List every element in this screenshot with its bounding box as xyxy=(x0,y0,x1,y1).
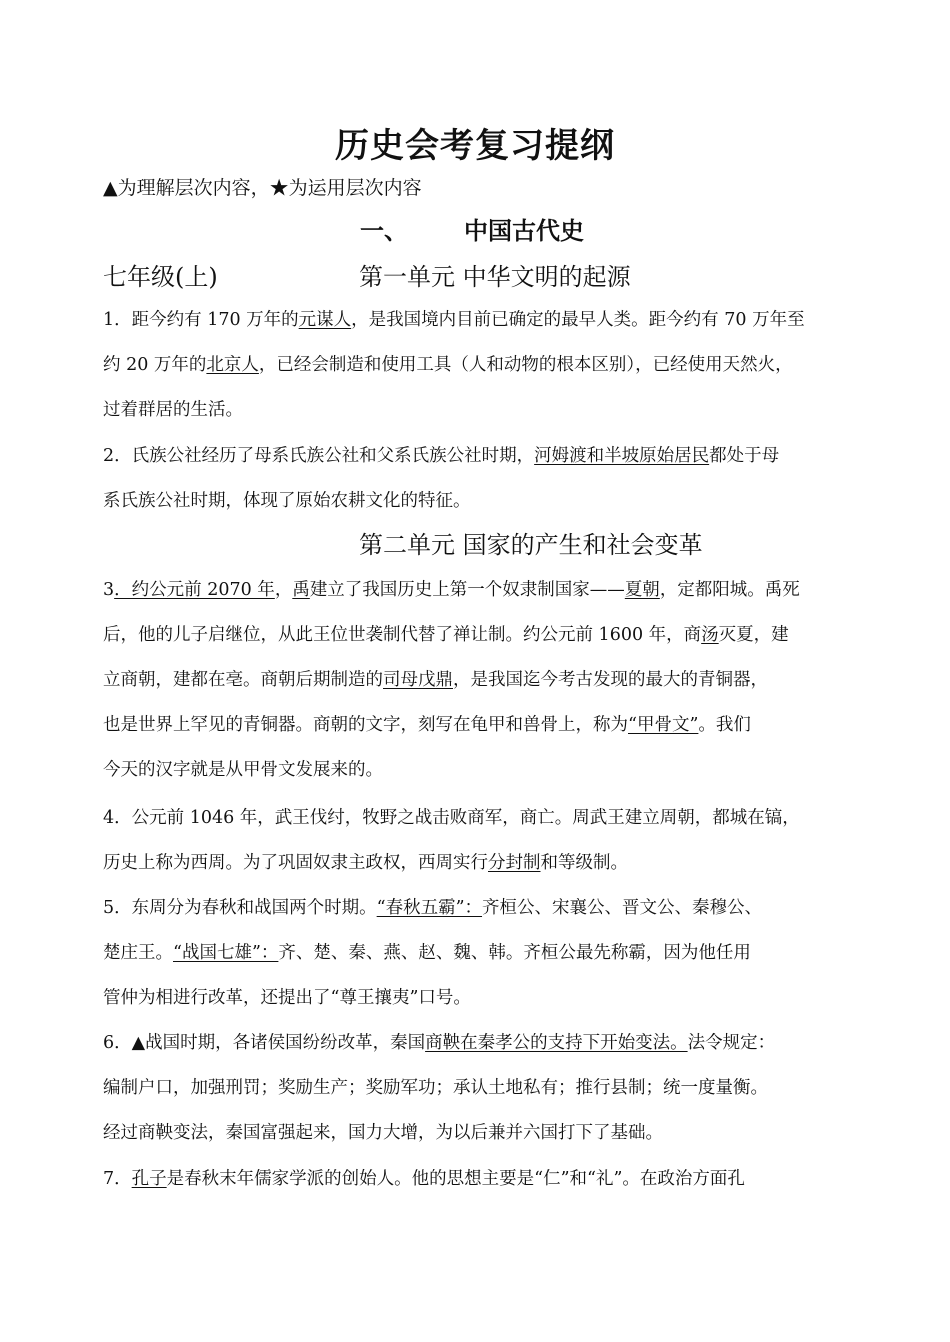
text: 法令规定： xyxy=(687,1033,776,1053)
text: ， xyxy=(274,580,293,600)
text: 历史上称为西周。为了巩固奴隶主政权，西周实行 xyxy=(103,853,488,873)
text: ，定都阳城。禹死 xyxy=(659,580,800,600)
text: 6．▲战国时期，各诸侯国纷纷改革，秦国 xyxy=(103,1033,426,1053)
text: 1．距今约有 170 万年的 xyxy=(103,310,299,330)
text: 都处于母 xyxy=(709,446,780,466)
text: 。我们 xyxy=(698,715,751,735)
page-title: 历史会考复习提纲 xyxy=(335,126,615,166)
underlined-term: 禹 xyxy=(292,580,310,600)
underlined-term: “甲骨文” xyxy=(628,715,699,735)
underlined-term: 孔子 xyxy=(131,1169,167,1189)
text: 约 20 万年的 xyxy=(103,355,207,375)
paragraph-2 xyxy=(103,434,855,524)
underlined-term: 北京人 xyxy=(206,355,259,375)
underlined-term: 分封制 xyxy=(488,853,541,873)
text: ，是我国迄今考古发现的最大的青铜器， xyxy=(453,670,768,690)
text: ，已经会制造和使用工具（人和动物的根本区别），已经使用天然火， xyxy=(258,355,793,375)
text: 7． xyxy=(103,1169,132,1189)
text: 齐、楚、秦、燕、赵、魏、韩。齐桓公最先称霸，因为他任用 xyxy=(278,943,751,963)
paragraph-6 xyxy=(103,1021,855,1156)
text-line: 4．公元前 1046 年，武王伐纣，牧野之战击败商军，商亡。周武王建立周朝，都城在镐， xyxy=(103,808,800,828)
part-heading xyxy=(360,216,584,246)
underlined-term: 司母戊鼎 xyxy=(383,670,453,690)
text: 楚庄王。 xyxy=(103,943,173,963)
text-line: 经过商鞅变法，秦国富强起来，国力大增，为以后兼并六国打下了基础。 xyxy=(103,1123,663,1143)
text: 和等级制。 xyxy=(540,853,628,873)
grade-heading: 七年级(上) xyxy=(103,263,218,291)
text: 也是世界上罕见的青铜器。商朝的文字，刻写在龟甲和兽骨上，称为 xyxy=(103,715,628,735)
unit-heading-2: 第二单元 国家的产生和社会变革 xyxy=(359,531,703,559)
text-line: 过着群居的生活。 xyxy=(103,400,243,420)
paragraph-3 xyxy=(103,568,855,793)
text-line: 编制户口，加强刑罚；奖励生产；奖励军功；承认土地私有；推行县制；统一度量衡。 xyxy=(103,1078,768,1098)
underlined-term: 元谋人 xyxy=(298,310,352,330)
paragraph-7 xyxy=(103,1157,855,1202)
paragraph-4 xyxy=(103,796,855,886)
underlined-term: ．约公元前 2070 年 xyxy=(114,580,275,600)
text-line: 系氏族公社时期，体现了原始农耕文化的特征。 xyxy=(103,491,471,511)
paragraph-1 xyxy=(103,298,855,433)
level-legend: ▲为理解层次内容，★为运用层次内容 xyxy=(103,177,422,199)
text: 建立了我国历史上第一个奴隶制国家—— xyxy=(309,580,625,600)
text-line: 管仲为相进行改革，还提出了“尊王攘夷”口号。 xyxy=(103,988,471,1008)
underlined-term: 汤 xyxy=(701,625,719,645)
text: 齐桓公、宋襄公、晋文公、秦穆公、 xyxy=(482,898,763,918)
part-number: 一、 xyxy=(360,216,408,245)
underlined-term: “战国七雄”： xyxy=(173,943,279,963)
text: 5．东周分为春秋和战国两个时期。 xyxy=(103,898,377,918)
text: 后，他的儿子启继位，从此王位世袭制代替了禅让制。约公元前 1600 年，商 xyxy=(103,625,702,645)
underlined-term: 商鞅在秦孝公的支持下开始变法。 xyxy=(425,1033,688,1053)
underlined-term: 河姆渡和半坡原始居民 xyxy=(534,446,710,466)
text: 灭夏，建 xyxy=(718,625,789,645)
text: ，是我国境内目前已确定的最早人类。距今约有 70 万年至 xyxy=(351,310,805,330)
text: 立商朝，建都在亳。商朝后期制造的 xyxy=(103,670,383,690)
underlined-term: “春秋五霸”： xyxy=(376,898,483,918)
text: 2．氏族公社经历了母系氏族公社和父系氏族公社时期， xyxy=(103,446,535,466)
part-name: 中国古代史 xyxy=(464,216,584,245)
text-line: 今天的汉字就是从甲骨文发展来的。 xyxy=(103,760,383,780)
text: 是春秋末年儒家学派的创始人。他的思想主要是“仁”和“礼”。在政治方面孔 xyxy=(166,1169,745,1189)
paragraph-5 xyxy=(103,886,855,1021)
unit-heading-1: 第一单元 中华文明的起源 xyxy=(359,263,631,291)
underlined-term: 夏朝 xyxy=(624,580,660,600)
text: 3 xyxy=(103,580,115,600)
